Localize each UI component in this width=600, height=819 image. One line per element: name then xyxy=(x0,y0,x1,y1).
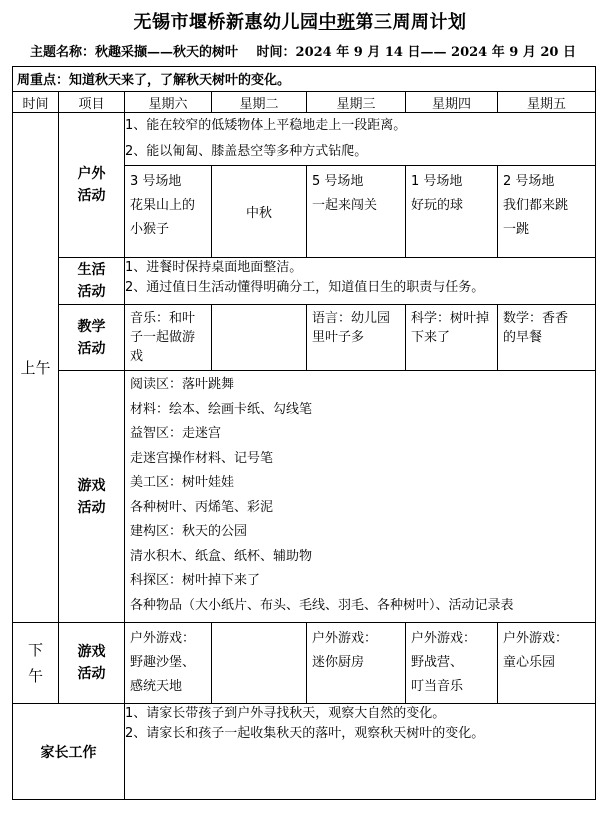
header-day: 星期六 xyxy=(125,92,212,113)
teaching-day xyxy=(406,305,498,371)
parent-line: 2、请家长和孩子一起收集秋天的落叶，观察秋天树叶的变化。 xyxy=(125,726,485,741)
game-line: 材料：绘本、绘画卡纸、勾线笔 xyxy=(130,401,313,417)
header-time: 时间 xyxy=(13,92,59,113)
game-line: 清水积木、纸盒、纸杯、辅助物 xyxy=(130,548,313,564)
game-line: 益智区：走迷宫 xyxy=(130,426,222,441)
text-line: 1 号场地 xyxy=(411,174,463,189)
parents-work xyxy=(125,704,596,800)
outdoor-day xyxy=(406,166,498,258)
text-line: 一起来闯关 xyxy=(312,198,378,213)
teaching-day xyxy=(212,305,307,371)
text-line: 的早餐 xyxy=(503,330,543,345)
weekly-plan-table xyxy=(12,66,596,800)
afternoon-day xyxy=(307,623,406,704)
title-text: 无锡市堰桥新惠幼儿园 xyxy=(133,12,319,33)
text-line: 童心乐园 xyxy=(503,655,556,670)
text-line: 我们都来跳 xyxy=(503,198,569,213)
text-line: 野趣沙堡、 xyxy=(130,655,196,670)
text-line: 一跳 xyxy=(503,222,530,237)
weekly-focus: 周重点：知道秋天来了，了解秋天树叶的变化。 xyxy=(13,67,596,92)
game-line: 建构区：秋天的公园 xyxy=(130,524,248,539)
afternoon-day xyxy=(125,623,212,704)
afternoon-day xyxy=(498,623,596,704)
goal-line: 2、能以匍匐、膝盖悬空等多种方式钻爬。 xyxy=(125,144,368,159)
text-line: 戏 xyxy=(130,349,144,364)
goal-line: 1、进餐时保持桌面地面整洁。 xyxy=(125,260,303,275)
game-line: 科探区：树叶掉下来了 xyxy=(130,573,261,588)
text-line: 花果山上的 xyxy=(130,198,196,213)
text-line: 数学：香香 xyxy=(503,311,569,326)
holiday-label: 中秋 xyxy=(245,206,272,221)
teaching-day xyxy=(498,305,596,371)
text-line: 里叶子多 xyxy=(312,330,365,345)
text-line: 野战营、 xyxy=(411,655,464,670)
date-range: 时间：2024 年 9 月 14 日—— 2024 年 9 月 20 日 xyxy=(256,45,576,60)
game-line: 阅读区：落叶跳舞 xyxy=(130,377,235,392)
text-line: 下来了 xyxy=(411,330,451,345)
parents-label: 家长工作 xyxy=(13,704,125,800)
text-line: 科学：树叶掉 xyxy=(411,311,490,326)
text-line: 小猴子 xyxy=(130,222,170,237)
game-line: 各种物品（大小纸片、布头、毛线、羽毛、各种树叶）、活动记录表 xyxy=(130,597,514,613)
text-line: 户外游戏： xyxy=(130,631,196,646)
game-line: 美工区：树叶娃娃 xyxy=(130,475,235,490)
afternoon-games-label: 游戏 活动 xyxy=(59,623,125,704)
outdoor-label: 户外 活动 xyxy=(59,113,125,258)
header-row xyxy=(13,92,596,113)
goal-line: 2、通过值日生活动懂得明确分工，知道值日生的职责与任务。 xyxy=(125,280,485,295)
text-line: 感统天地 xyxy=(130,679,183,694)
text-line: 好玩的球 xyxy=(411,198,464,213)
page-title xyxy=(0,8,600,34)
text-line: 户外游戏： xyxy=(312,631,378,646)
outdoor-day xyxy=(212,166,307,258)
life-goals xyxy=(125,258,596,305)
teaching-label: 教学 活动 xyxy=(59,305,125,371)
title-suffix: 第三周周计划 xyxy=(355,12,467,33)
text-line: 迷你厨房 xyxy=(312,655,365,670)
game-areas xyxy=(125,371,596,623)
outdoor-day xyxy=(307,166,406,258)
game-line: 各种树叶、丙烯笔、彩泥 xyxy=(130,499,274,515)
text-line: 语言：幼儿园 xyxy=(312,311,391,326)
afternoon-day xyxy=(406,623,498,704)
header-day: 星期三 xyxy=(307,92,406,113)
text-line: 子一起做游 xyxy=(130,330,196,345)
teaching-day xyxy=(307,305,406,371)
outdoor-day xyxy=(125,166,212,258)
text-line: 3 号场地 xyxy=(130,174,182,189)
class-name: 中班 xyxy=(318,12,356,33)
outdoor-goals xyxy=(125,113,596,166)
games-label: 游戏 活动 xyxy=(59,371,125,623)
subject-line xyxy=(30,41,600,60)
text-line: 音乐：和叶 xyxy=(130,311,196,326)
text-line: 叮当音乐 xyxy=(411,679,464,694)
teaching-day xyxy=(125,305,212,371)
header-day: 星期四 xyxy=(406,92,498,113)
theme-name: 主题名称：秋趣采撷——秋天的树叶 xyxy=(30,45,239,60)
header-day: 星期二 xyxy=(212,92,307,113)
text-line: 户外游戏： xyxy=(503,631,569,646)
outdoor-day xyxy=(498,166,596,258)
goal-line: 1、能在较窄的低矮物体上平稳地走上一段距离。 xyxy=(125,118,407,133)
text-line: 5 号场地 xyxy=(312,174,364,189)
text-line: 2 号场地 xyxy=(503,174,555,189)
morning-label: 上午 xyxy=(13,113,59,623)
header-day: 星期五 xyxy=(498,92,596,113)
afternoon-day xyxy=(212,623,307,704)
header-item: 项目 xyxy=(59,92,125,113)
parent-line: 1、请家长带孩子到户外寻找秋天，观察大自然的变化。 xyxy=(125,706,446,721)
life-label: 生活 活动 xyxy=(59,258,125,305)
text-line: 户外游戏： xyxy=(411,631,477,646)
game-line: 走迷宫操作材料、记号笔 xyxy=(130,450,274,466)
afternoon-label: 下 午 xyxy=(13,623,59,704)
